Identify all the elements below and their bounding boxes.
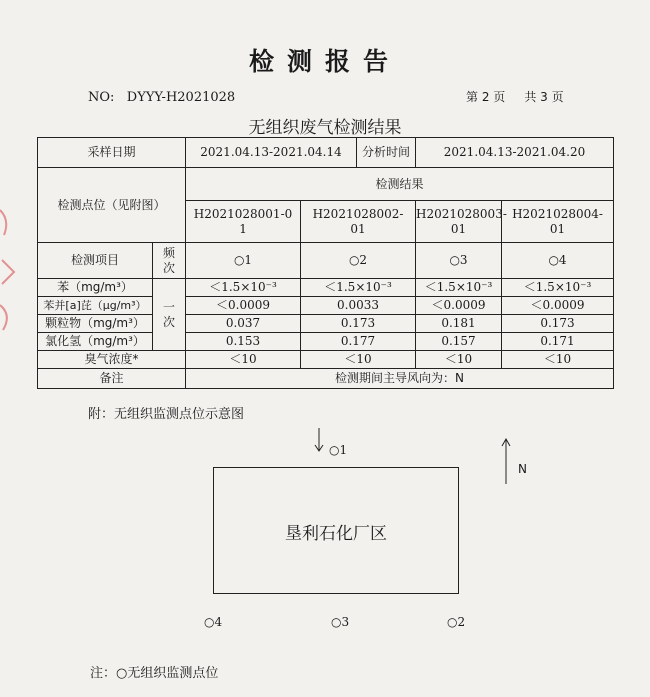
report-title: 检测报告 [248, 47, 401, 76]
sample-id: H2021028003- 01 [416, 201, 502, 243]
value-cell: 0.173 [301, 315, 416, 333]
value-cell: ＜0.0009 [416, 297, 502, 315]
freq-value: 一 次 [153, 279, 186, 351]
value-cell: 0.0033 [301, 297, 416, 315]
remark-value: 检测期间主导风向为：N [186, 369, 614, 389]
sample-id: H2021028004- 01 [502, 201, 614, 243]
value-cell: 0.153 [186, 333, 301, 351]
point-label: ○1 [186, 243, 301, 279]
location-label: 检测点位（见附图） [38, 168, 186, 243]
results-table [37, 137, 614, 389]
item-label: 检测项目 [38, 243, 153, 279]
plant-name: 垦利石化厂区 [285, 524, 387, 544]
point-3: ○3 [331, 615, 350, 629]
sample-id: H2021028002- 01 [301, 201, 416, 243]
results-header: 检测结果 [186, 168, 614, 201]
diagram-caption: 附：无组织监测点位示意图 [88, 407, 245, 422]
point-2: ○2 [447, 615, 466, 629]
value-cell: ＜0.0009 [186, 297, 301, 315]
value-cell: ＜1.5×10⁻³ [186, 279, 301, 297]
value-cell: ＜10 [416, 351, 502, 369]
point-label: ○4 [502, 243, 614, 279]
value-cell: ＜1.5×10⁻³ [301, 279, 416, 297]
value-cell: ＜1.5×10⁻³ [502, 279, 614, 297]
value-cell: 0.177 [301, 333, 416, 351]
value-cell: 0.173 [502, 315, 614, 333]
table-title: 无组织废气检测结果 [248, 118, 402, 138]
value-cell: ＜10 [301, 351, 416, 369]
value-cell: 0.171 [502, 333, 614, 351]
north-label: N [518, 462, 527, 476]
remark-label: 备注 [38, 369, 186, 389]
report-number: NO: DYYY-H2021028 [88, 90, 236, 105]
point-label: ○2 [301, 243, 416, 279]
item-name: 氯化氢（mg/m³） [38, 333, 153, 351]
arrow-down-icon [313, 428, 325, 454]
analysis-time-label: 分析时间 [357, 138, 416, 168]
item-name: 苯（mg/m³） [38, 279, 153, 297]
value-cell: 0.181 [416, 315, 502, 333]
value-cell: ＜0.0009 [502, 297, 614, 315]
sampling-date-label: 采样日期 [38, 138, 186, 168]
value-cell: ＜1.5×10⁻³ [416, 279, 502, 297]
value-cell: ＜10 [502, 351, 614, 369]
value-cell: ＜10 [186, 351, 301, 369]
analysis-time: 2021.04.13-2021.04.20 [416, 138, 614, 168]
freq-label: 频 次 [153, 243, 186, 279]
sample-id: H2021028001-0 1 [186, 201, 301, 243]
red-seal-fragment [0, 200, 18, 340]
value-cell: 0.157 [416, 333, 502, 351]
point-label: ○3 [416, 243, 502, 279]
value-cell: 0.037 [186, 315, 301, 333]
item-name: 苯并[a]芘（μg/m³） [38, 297, 153, 315]
point-1: ○1 [329, 443, 348, 457]
footnote: 注：○无组织监测点位 [90, 666, 219, 681]
item-name: 颗粒物（mg/m³） [38, 315, 153, 333]
point-4: ○4 [204, 615, 223, 629]
sampling-date: 2021.04.13-2021.04.14 [186, 138, 357, 168]
item-name: 臭气浓度* [38, 351, 186, 369]
page-info: 第 2 页 共 3 页 [466, 90, 564, 104]
north-arrow-icon [500, 437, 512, 485]
